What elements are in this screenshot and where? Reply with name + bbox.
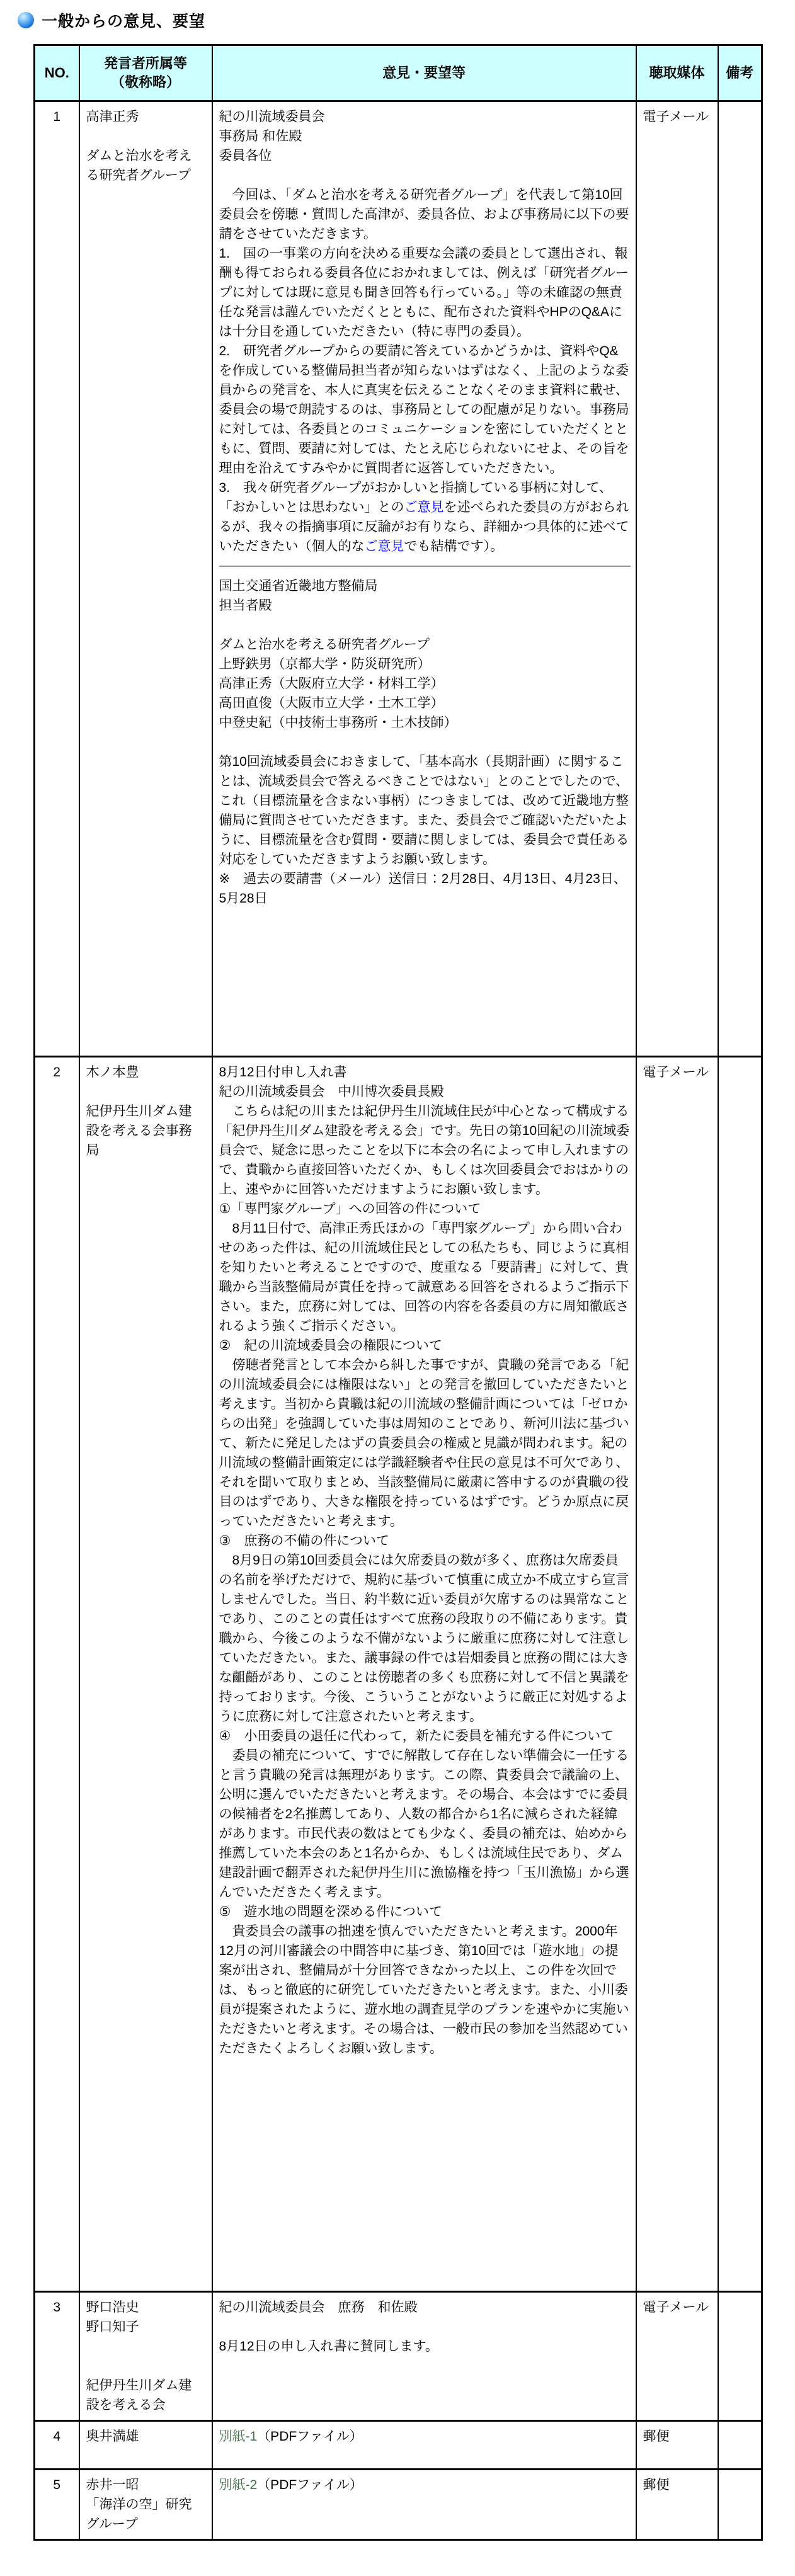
opinion-cell [212, 1057, 636, 2292]
speaker-line: 紀伊丹生川ダム建設を考える会 [86, 2378, 192, 2412]
opinion-paragraph: ② 紀の川流域委員会の権限について [219, 1338, 442, 1353]
opinion-paragraph: こちらは紀の川または紀伊丹生川流域住民が中心となって構成する「紀伊丹生川ダム建設を考える会」です。先日の第10回紀の川流域委員会で、疑念に思ったことを以下に本会の名によって申し入れますので、貴職から直接回答いただくか、もしくは次回委員会でおはかりの上、速やかに回答いただけますようにお願い致します。 [219, 1104, 630, 1197]
bottom-spacer [0, 2541, 795, 2576]
inline-link[interactable]: 別紙-2 [219, 2478, 258, 2492]
opinion-paragraph: 国土交通省近畿地方整備局 [219, 579, 378, 593]
opinion-cell [212, 2292, 636, 2421]
speaker-cell [79, 101, 212, 1057]
opinion-paragraph: ※ 過去の要請書（メール）送信日：2月28日、4月13日、4月23日、5月28日 [219, 872, 627, 906]
blank-line [86, 127, 202, 146]
opinion-cell [212, 2421, 636, 2470]
opinion-paragraph: ①「専門家グループ」への回答の件について [219, 1202, 481, 1216]
speaker-line: 「海洋の空」研究グループ [86, 2497, 192, 2531]
note-cell [718, 2470, 762, 2540]
header-speaker-line2: （敬称略） [110, 74, 180, 90]
inline-link[interactable]: ご意見 [404, 500, 444, 515]
speaker-cell [79, 2421, 212, 2470]
speaker-cell [79, 1057, 212, 2292]
speaker-line: 野口浩史 [86, 2300, 139, 2315]
opinion-paragraph: 8月12日付申し入れ書 [219, 1065, 347, 1080]
row-number-cell: 3 [35, 2292, 79, 2421]
opinion-paragraph: 紀の川流域委員会 [219, 110, 325, 124]
header-no: NO. [35, 45, 79, 101]
opinion-paragraph: 傍聴者発言として本会から糾した事ですが、貴職の発言である「紀の川流域委員会には権限はない」との発言を撤回していただきたいと考えます。当初から貴職は紀の川流域の整備計画については「ゼロからの出発」を強調していた事は周知のことであり、新河川法に基づいて、新たに発足したはずの貴委員会の権威と見識が問われます。紀の川流域の整備計画策定には学識経験者や住民の意見は不可欠であり、それを聞いて取りまとめ、当該整備局に厳粛に答申するのが貴職の役目のはずであり、大きな権限を持っているはずです。どうか原点に戻っていただきたいと考えます。 [219, 1358, 629, 1529]
inline-link[interactable]: ご意見 [364, 539, 404, 554]
media-cell: 郵便 [636, 2470, 718, 2540]
opinion-paragraph: 8月9日の第10回委員会には欠席委員の数が多く、庶務は欠席委員の名前を挙げただけで、規約に基づいて慎重に成立か不成立すら宣言しませんでした。当日、約半数に近い委員が欠席するのは異常なことであり、このことの責任はすべて庶務の段取りの不備にあります。貴職から、今後このような不備がないように厳重に庶務に対して注意していただきたい。また、議事録の件では岩畑委員と庶務の間には大きな齟齬があり、このことは傍聴者の多くも庶務に対して不信と異議を持っております。今後、こういうことがないように厳正に対処するように庶務に対して注意されたいと考えます。 [219, 1553, 629, 1724]
note-cell [718, 1057, 762, 2292]
row-number-cell: 1 [35, 101, 79, 1057]
page-header [18, 9, 795, 31]
table-header [35, 45, 762, 101]
header-opinion: 意見・要望等 [212, 45, 636, 101]
note-cell [718, 101, 762, 1057]
speaker-line: 木ノ本豊 [86, 1065, 139, 1080]
opinion-paragraph: 8月11日付で、高津正秀氏ほかの「専門家グループ」から問い合わせのあった件は、紀の川流域住民としての私たちも、同じように真相を知りたいと考えることですので、度重なる「要請書」に対して、貴職から当該整備局が責任を持って誠意ある回答をされるようご指示下さい。また，庶務に対しては、回答の内容を各委員の方に周知徹底されるよう強くご指示ください。 [219, 1221, 629, 1333]
opinion-paragraph: 1. 国の一事業の方向を決める重要な会議の委員として選出され、報酬も得ておられる委員各位におかれましては、例えば「研究者グループに対しては既に意見も聞き回答も行っている。」等の未確認の無責任な発言は謹んでいただくとともに、配布された資料やHPのQ&Aには十分目を通していただきたい（特に専門の委員）。 [219, 246, 629, 339]
opinion-paragraph: 高津正秀（大阪府立大学・材料工学） [219, 676, 444, 691]
speaker-line: 赤井一昭 [86, 2478, 139, 2492]
opinion-paragraph: 委員の補充について、すでに解散して存在しない準備会に一任すると言う貴職の発言は無理があります。この際、貴委員会で議論の上、公明に選んでいただきたいと考えます。その場合、本会はすでに委員の候補者を2名推薦してあり、人数の都合から1名に減らされた経緯があります。市民代表の数はとても少なく、委員の補充は、始めから推薦していた本会のあと1名からか、もしくは流域住民であり、ダム建設計画で翻弄された紀伊丹生川に漁協権を持つ「玉川漁協」から選んでいただきたく考えます。 [219, 1748, 629, 1900]
inline-link[interactable]: 別紙-1 [219, 2429, 258, 2444]
opinion-paragraph: 今回は、「ダムと治水を考える研究者グループ」を代表して第10回委員会を傍聴・質問した高津が、委員各位、および事務局に以下の要請をさせていただきます。 [219, 188, 629, 241]
note-cell [718, 2421, 762, 2470]
opinion-paragraph: 第10回流域委員会におきまして、「基本高水（長期計画）に関することは、流域委員会で答えるべきことではない」とのことでしたので、これ（目標流量を含まない事柄）につきましては、改めて近畿地方整備局に質問させていただきます。また、委員会でご確認いただいたように、目標流量を含む質問・要請に関しましては、委員会で責任ある対応をしていただきますようお願い致します。 [219, 755, 629, 867]
blank-line [219, 615, 631, 635]
header-media: 聴取媒体 [636, 45, 718, 101]
opinion-cell [212, 101, 636, 1057]
opinion-paragraph: 紀の川流域委員会 庶務 和佐殿 [219, 2300, 418, 2315]
opinion-paragraph: 2. 研究者グループからの要請に答えているかどうかは、資料やQ&を作成している整備局担当者が知らないはずはなく、上記のような委員からの発言を、本人に真実を伝えることなくそのまま資料に載せ、委員会の場で朗読するのは、事務局としての配慮が足りない。事務局に対しては、各委員とのコミュニケーションを密にしていただくとともに、質問、要請に対しては、たとえ応じられないにせよ、その旨を理由を沿えてすみやかに質問者に返答していただきたい。 [219, 344, 629, 476]
opinion-paragraph: 別紙-1（PDFファイル） [219, 2429, 363, 2444]
table-row [35, 2421, 762, 2470]
opinions-table [33, 44, 763, 2541]
header-speaker [79, 45, 212, 101]
blank-line [86, 1082, 202, 1102]
speaker-line: 奥井満雄 [86, 2429, 139, 2444]
opinion-paragraph: 上野鉄男（京都大学・防災研究所） [219, 657, 431, 671]
header-speaker-line1: 発言者所属等 [103, 55, 187, 71]
opinion-paragraph: 貴委員会の議事の拙速を慎んでいただきたいと考えます。2000年12月の河川審議会の中間答申に基づき、第10回では「遊水地」の提案が出され、整備局が十分回答できなかった以上、この件を次回では、もっと徹底的に研究していただきたいと考えます。また、小川委員が提案されたように、遊水地の調査見学のプランを速やかに実施いただきたいと考えます。その場合は、一般市民の参加を当然認めていただきたくよろしくお願い致します。 [219, 1924, 629, 2056]
blank-line [86, 2337, 202, 2356]
blank-line [86, 2356, 202, 2376]
row-number-cell: 5 [35, 2470, 79, 2540]
blue-sphere-bullet-icon [18, 12, 34, 28]
separator-line [219, 566, 631, 567]
opinion-paragraph: 担当者殿 [219, 598, 272, 613]
media-cell: 郵便 [636, 2421, 718, 2470]
media-cell: 電子メール [636, 2292, 718, 2421]
table-row [35, 2292, 762, 2421]
page-title: 一般からの意見、要望 [42, 13, 206, 30]
opinion-paragraph: 中登史紀（中技術士事務所・土木技師） [219, 715, 457, 730]
table-body [35, 101, 762, 2540]
speaker-line: ダムと治水を考える研究者グループ [86, 149, 192, 183]
note-cell [718, 2292, 762, 2421]
opinion-paragraph: 高田直俊（大阪市立大学・土木工学） [219, 696, 444, 710]
blank-line [219, 732, 631, 752]
opinion-paragraph: 8月12日の申し入れ書に賛同します。 [219, 2339, 438, 2354]
blank-line [219, 2317, 631, 2337]
opinion-paragraph: 事務局 和佐殿 [219, 129, 302, 144]
opinion-paragraph: ⑤ 遊水地の問題を深める件について [219, 1905, 442, 1919]
opinion-paragraph: ③ 庶務の不備の件について [219, 1534, 389, 1548]
blank-line [219, 166, 631, 185]
speaker-cell [79, 2292, 212, 2421]
opinion-paragraph: ダムと治水を考える研究者グループ [219, 637, 430, 652]
speaker-cell [79, 2470, 212, 2540]
speaker-line: 紀伊丹生川ダム建設を考える会事務局 [86, 1104, 192, 1158]
opinion-paragraph: ④ 小田委員の退任に代わって，新たに委員を補充する件について [219, 1729, 614, 1743]
opinion-paragraph: 紀の川流域委員会 中川博次委員長殿 [219, 1085, 444, 1099]
table-row [35, 1057, 762, 2292]
speaker-line: 高津正秀 [86, 110, 139, 124]
opinion-paragraph: 3. 我々研究者グループがおかしいと指摘している事柄に対して、「おかしいとは思わない」とのご意見を述べられた委員の方がおられるが、我々の指摘事項に反論がお有りなら、詳細かつ具体的に述べていただきたい（個人的なご意見でも結構です）。 [219, 481, 629, 554]
speaker-line: 野口知子 [86, 2320, 139, 2334]
opinion-paragraph: 委員各位 [219, 149, 272, 163]
header-note: 備考 [718, 45, 762, 101]
opinion-cell [212, 2470, 636, 2540]
row-number-cell: 4 [35, 2421, 79, 2470]
media-cell: 電子メール [636, 1057, 718, 2292]
media-cell: 電子メール [636, 101, 718, 1057]
table-row [35, 2470, 762, 2540]
table-row [35, 101, 762, 1057]
row-number-cell: 2 [35, 1057, 79, 2292]
opinion-paragraph: 別紙-2（PDFファイル） [219, 2478, 363, 2492]
